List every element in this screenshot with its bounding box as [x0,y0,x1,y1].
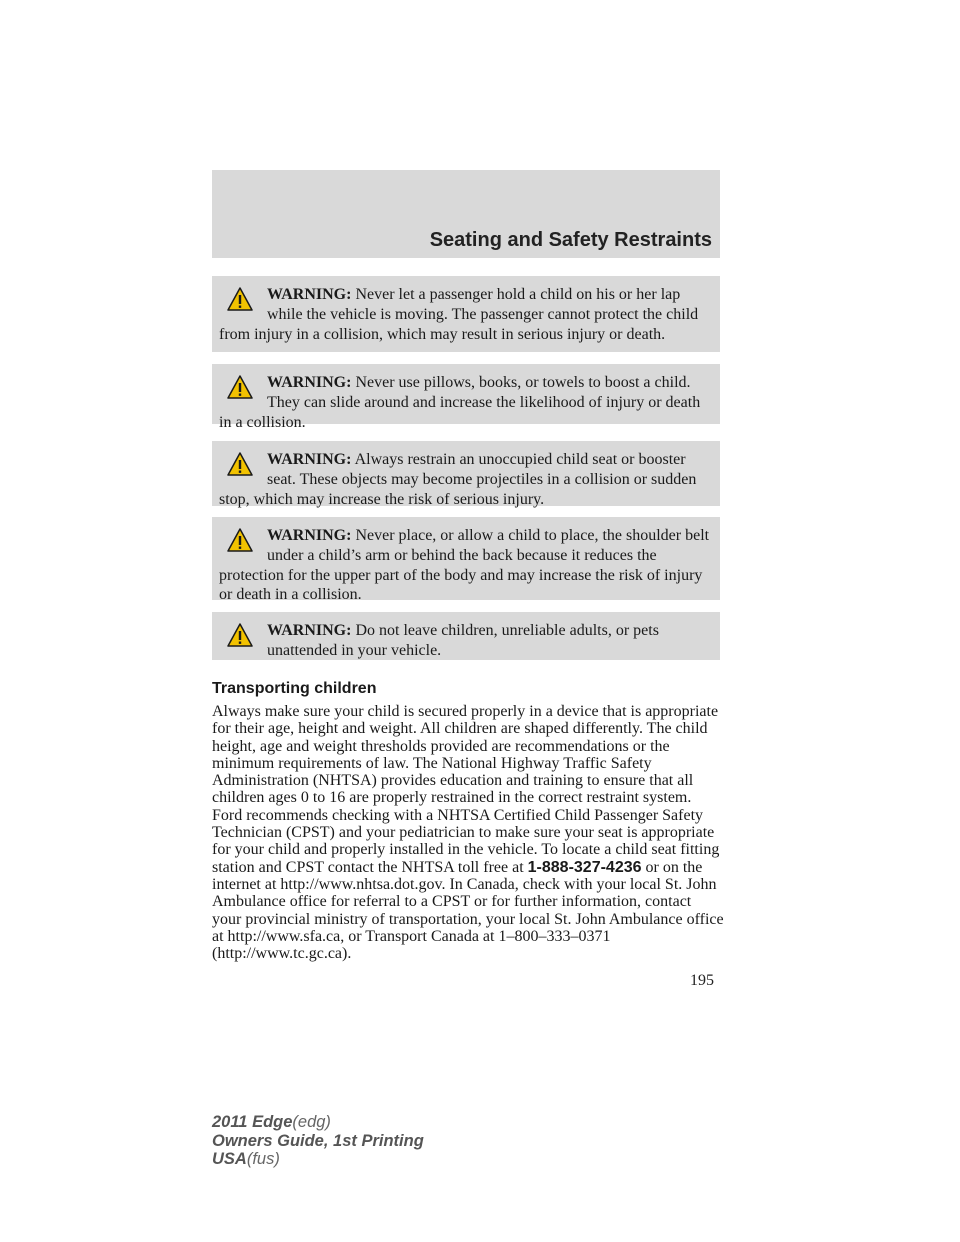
warning-box [212,517,720,604]
warning-box [212,441,720,506]
warning-triangle-icon [227,452,253,476]
header-band [212,170,720,258]
warning-text: Do not leave children, unreliable adults, or pets unattended in your vehicle. [267,622,659,659]
warning-triangle-icon [227,287,253,311]
warning-label: WARNING: [267,374,352,391]
footer-model-code: (edg) [292,1113,331,1131]
warning-text: Always restrain an unoccupied child seat or booster seat. These objects may become projectiles in a collision or sudden stop, which may increase the risk of serious injury. [219,451,697,508]
subheading-transporting-children: Transporting children [212,680,377,697]
warning-label: WARNING: [267,527,352,544]
warning-label: WARNING: [267,451,352,468]
footer-model: 2011 Edge [212,1113,293,1131]
print-footer [212,1113,424,1169]
warning-triangle-icon [227,623,253,647]
warning-label: WARNING: [267,622,352,639]
footer-market: USA [212,1150,247,1168]
body-paragraph [212,703,724,962]
toll-free-number: 1-888-327-4236 [527,858,642,876]
warning-triangle-icon [227,375,253,399]
section-title: Seating and Safety Restraints [429,229,712,251]
warning-label: WARNING: [267,286,352,303]
warning-triangle-icon [227,528,253,552]
footer-guide: Owners Guide, 1st Printing [212,1131,424,1150]
warning-text: Never place, or allow a child to place, the shoulder belt under a child’s arm or behind the back because it reduces the protection for the upper part of the body and may increase the risk of injury or death in a collision. [219,527,710,604]
body-text-before: Always make sure your child is secured properly in a device that is appropriate for their age, height and weight. All children are shaped differently. The child height, age and weight thresholds provided are recommendations or the minimum requirements of law. The National Highway Traffic Safety Administration (NHTSA) provides education and training to ensure that all children ages 0 to 16 are properly restrained in the correct restraint system. Ford recommends checking with a NHTSA Certified Child Passenger Safety Technician (CPST) and your pediatrician to make sure your seat is appropriate for your child and properly installed in the vehicle. To locate a child seat fitting station and CPST contact the NHTSA toll free at [212,703,720,876]
warning-text: Never use pillows, books, or towels to boost a child. They can slide around and increase the likelihood of injury or death in a collision. [219,374,701,431]
body-text-after: or on the internet at http://www.nhtsa.dot.gov. In Canada, check with your local St. John Ambulance office for referral to a CPST or for further information, contact your provincial ministry of transportation, your local St. John Ambulance office at http://www.sfa.ca, or Transport Canada at 1–800–333–0371 (http://www.tc.gc.ca). [212,858,724,963]
footer-market-code: (fus) [246,1150,280,1168]
warning-box [212,276,720,352]
page-number: 195 [690,972,714,989]
warning-box [212,364,720,431]
warning-text: Never let a passenger hold a child on his or her lap while the vehicle is moving. The passenger cannot protect the child from injury in a collision, which may result in serious injury or death. [219,286,699,343]
warning-box [212,612,720,660]
